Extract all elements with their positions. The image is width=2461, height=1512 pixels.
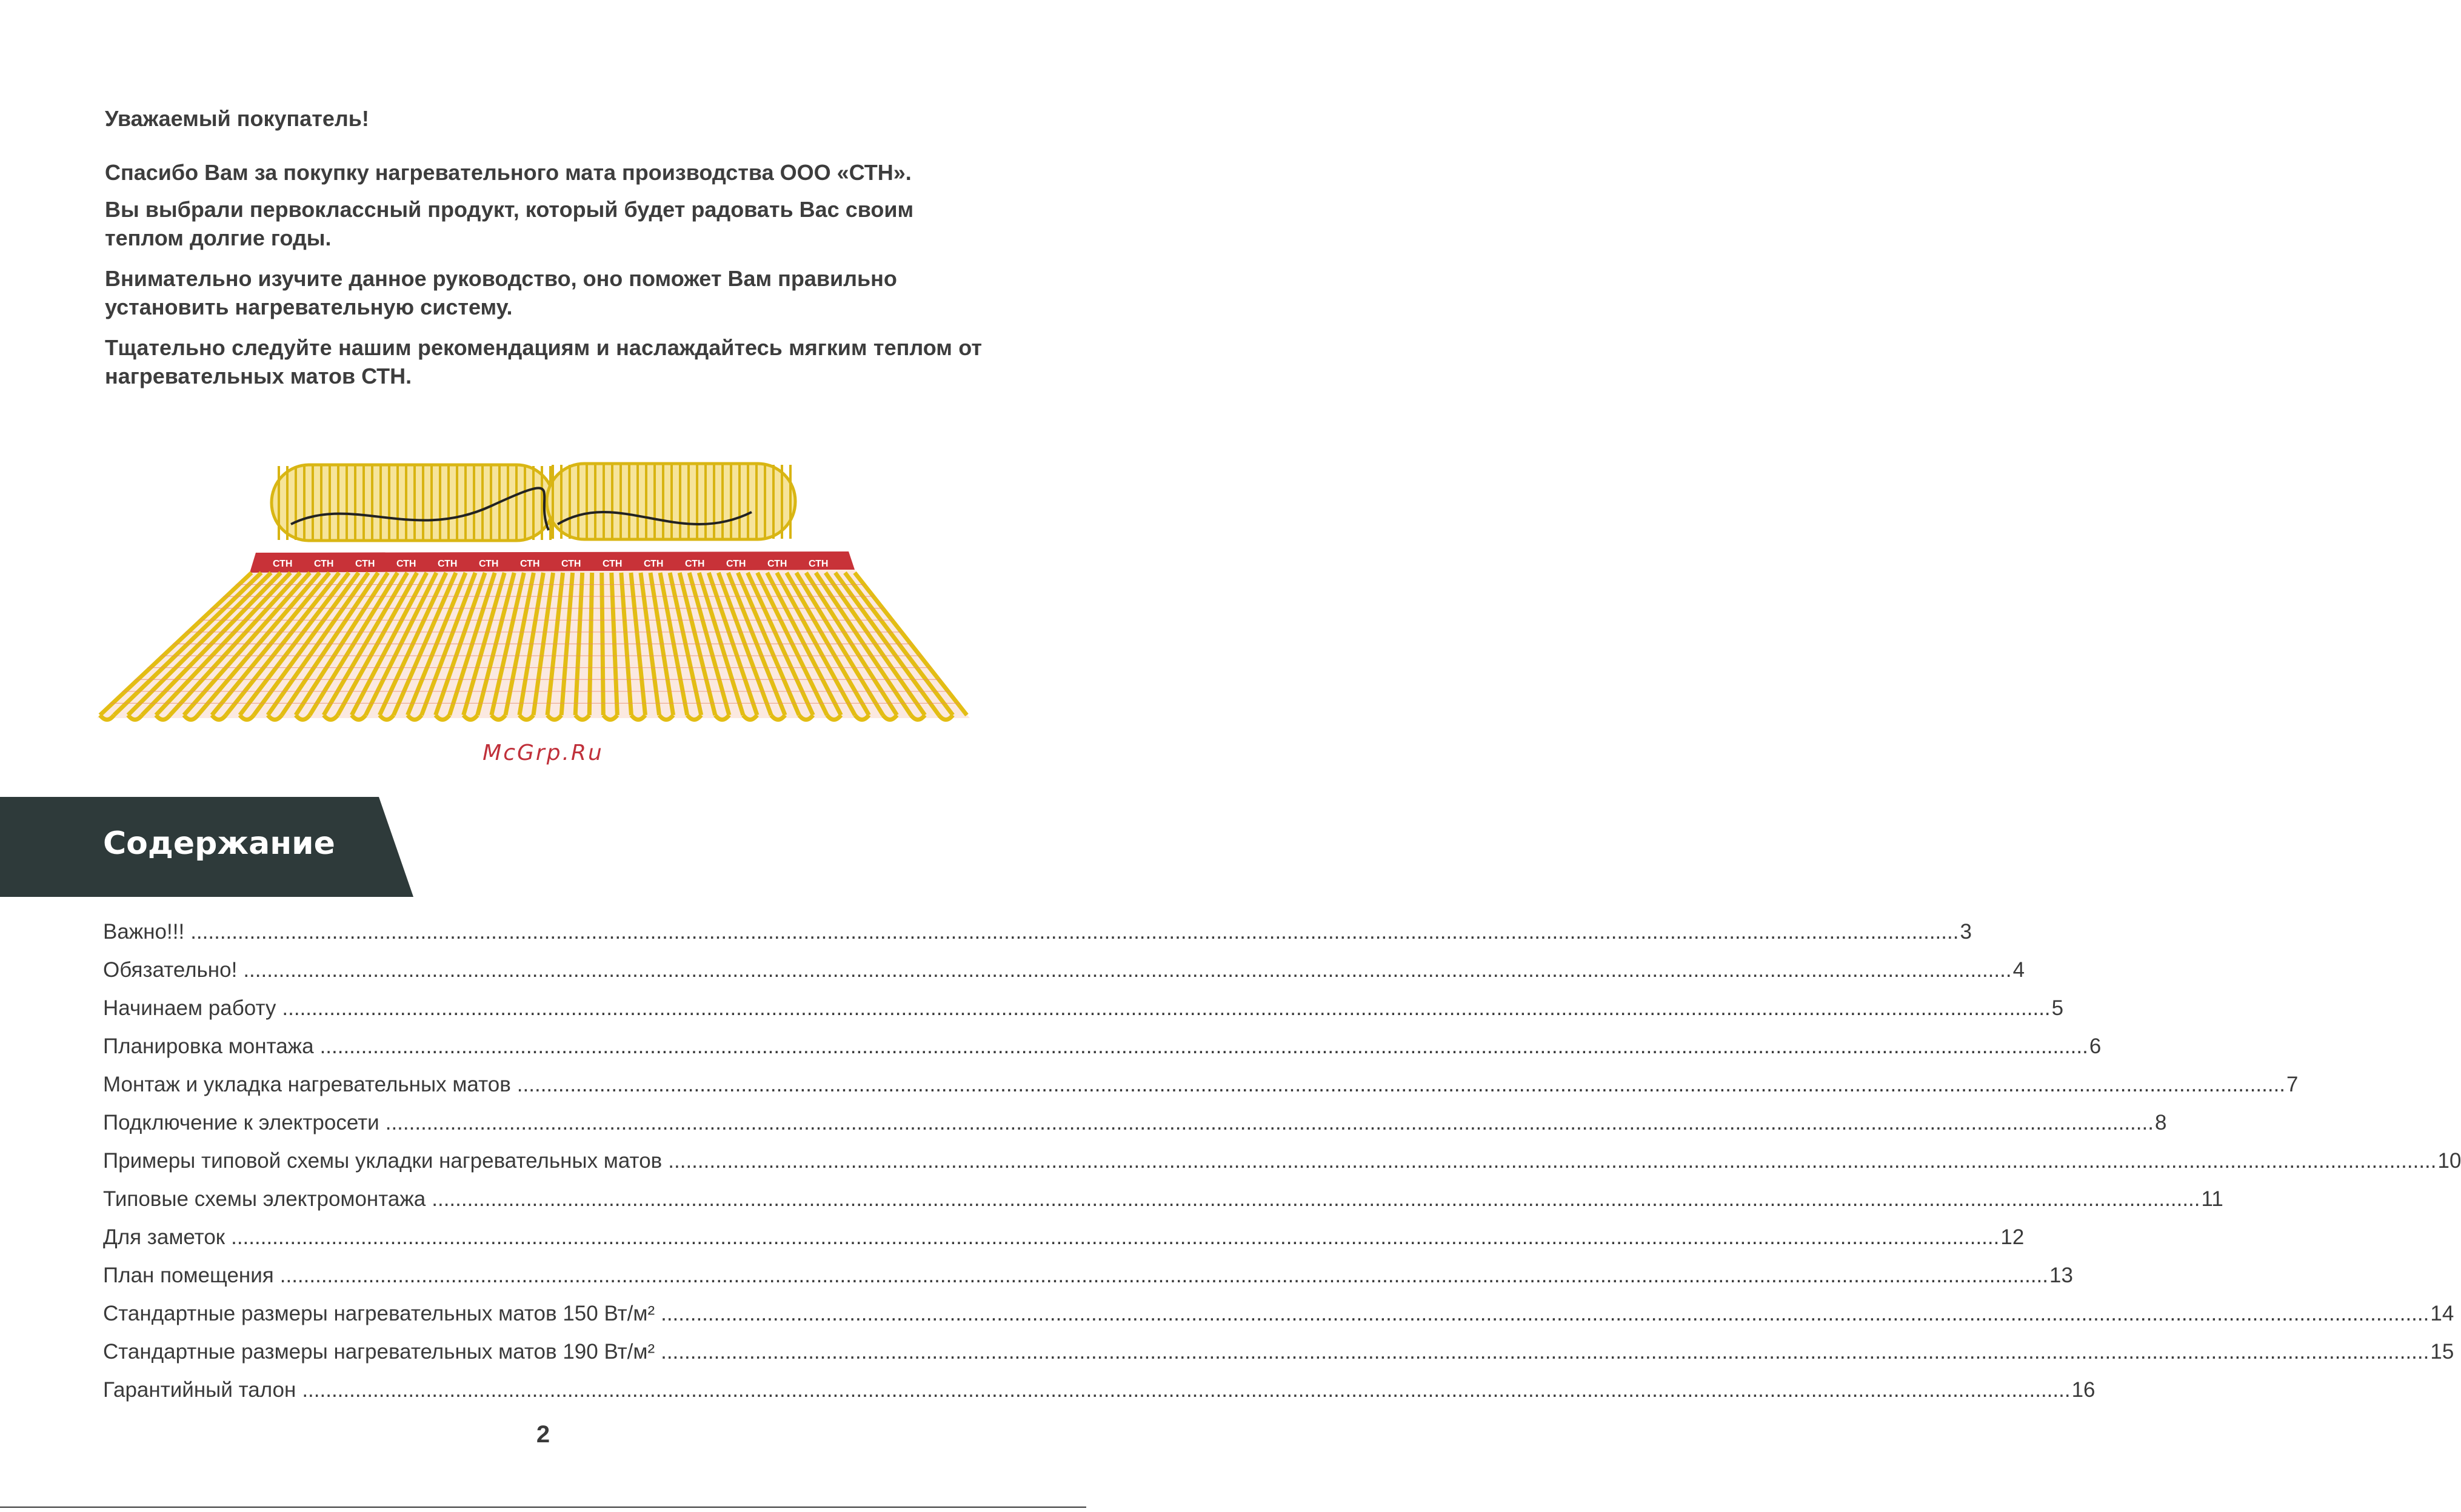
contents-title: Содержание bbox=[103, 825, 335, 862]
watermark: McGrp.Ru bbox=[483, 741, 604, 765]
toc-entry-page: 10 bbox=[2437, 1149, 2461, 1173]
toc-entry-page: 7 bbox=[2286, 1073, 2299, 1096]
toc-leader-dots: ............................................................................................................................................................................................................................................................................................................ bbox=[319, 1034, 2088, 1058]
toc-entry-title: Типовые схемы электромонтажа bbox=[103, 1187, 426, 1211]
intro-paragraph-4: Тщательно следуйте нашим рекомендациям и наслаждайтесь мягким теплом от нагревательных матов СТН. bbox=[105, 335, 982, 388]
toc-entry bbox=[103, 1378, 2095, 1416]
brand-label-text: СТН bbox=[767, 559, 787, 569]
brand-label-text: СТН bbox=[809, 559, 829, 569]
toc-entry bbox=[103, 1340, 2454, 1378]
brand-label-text: СТН bbox=[273, 559, 293, 569]
toc-entry-title: Гарантийный талон bbox=[103, 1378, 296, 1402]
toc-entry bbox=[103, 996, 2064, 1034]
toc-entry-title: План помещения bbox=[103, 1264, 274, 1287]
toc-leader-dots: ............................................................................................................................................................................................................................................................................................................ bbox=[190, 920, 1959, 944]
toc-entry bbox=[103, 1111, 2167, 1149]
toc-entry-page: 5 bbox=[2051, 996, 2064, 1020]
brand-label-text: СТН bbox=[396, 559, 416, 569]
toc-entry-title: Стандартные размеры нагревательных матов 150 Вт/м² bbox=[103, 1302, 655, 1325]
mat-roll-left bbox=[272, 465, 554, 541]
brand-label-text: СТН bbox=[479, 559, 499, 569]
toc-leader-dots: ............................................................................................................................................................................................................................................................................................................ bbox=[661, 1340, 2429, 1364]
toc-entry-page: 12 bbox=[2000, 1225, 2025, 1249]
toc-entry bbox=[103, 1149, 2461, 1187]
toc-entry-title: Монтаж и укладка нагревательных матов bbox=[103, 1073, 511, 1096]
brand-label-text: СТН bbox=[726, 559, 746, 569]
mat-roll-right bbox=[547, 464, 795, 539]
brand-label-text: СТН bbox=[355, 559, 375, 569]
brand-label-text: СТН bbox=[644, 559, 664, 569]
heating-mat-image bbox=[97, 458, 982, 736]
toc-entry-title: Для заметок bbox=[103, 1225, 225, 1249]
intro-paragraph-2: Вы выбрали первоклассный продукт, который будет радовать Вас своим теплом долгие годы. bbox=[105, 197, 914, 250]
toc-leader-dots: ............................................................................................................................................................................................................................................................................................................ bbox=[516, 1073, 2286, 1096]
brand-label-text: СТН bbox=[685, 559, 705, 569]
toc-entry-title: Важно!!! bbox=[103, 920, 185, 944]
toc-entry-page: 13 bbox=[2049, 1264, 2073, 1287]
toc-leader-dots: ............................................................................................................................................................................................................................................................................................................ bbox=[385, 1111, 2154, 1134]
intro-paragraph-3: Внимательно изучите данное руководство, оно поможет Вам правильно установить нагревательную систему. bbox=[105, 266, 897, 319]
toc-entry bbox=[103, 1073, 2299, 1111]
toc-leader-dots: ............................................................................................................................................................................................................................................................................................................ bbox=[282, 996, 2051, 1020]
brand-label-text: СТН bbox=[603, 559, 623, 569]
brand-label-text: СТН bbox=[520, 559, 540, 569]
brand-label-band bbox=[250, 551, 855, 573]
toc-entry-page: 11 bbox=[2201, 1187, 2223, 1211]
toc-entry-title: Подключение к электросети bbox=[103, 1111, 379, 1134]
toc-leader-dots: ............................................................................................................................................................................................................................................................................................................ bbox=[279, 1264, 2048, 1287]
toc-entry-title: Стандартные размеры нагревательных матов 190 Вт/м² bbox=[103, 1340, 655, 1364]
toc-entry-page: 16 bbox=[2071, 1378, 2095, 1402]
intro-paragraph-1: Спасибо Вам за покупку нагревательного мата производства ООО «СТН». bbox=[105, 160, 912, 185]
page-number: 2 bbox=[536, 1421, 550, 1448]
toc-entry-page: 15 bbox=[2430, 1340, 2454, 1364]
brand-label-text: СТН bbox=[314, 559, 334, 569]
toc-entry-page: 8 bbox=[2154, 1111, 2167, 1134]
bottom-rule bbox=[0, 1507, 1086, 1508]
toc-leader-dots: ............................................................................................................................................................................................................................................................................................................ bbox=[661, 1302, 2429, 1325]
toc-leader-dots: ............................................................................................................................................................................................................................................................................................................ bbox=[231, 1225, 2000, 1249]
toc-entry bbox=[103, 920, 1972, 958]
toc-entry bbox=[103, 1225, 2025, 1264]
toc-entry bbox=[103, 958, 2025, 996]
toc-entry-page: 3 bbox=[1960, 920, 1972, 944]
toc-entry bbox=[103, 1302, 2454, 1340]
toc-entry bbox=[103, 1264, 2073, 1302]
toc-entry-title: Начинаем работу bbox=[103, 996, 276, 1020]
toc-entry-page: 14 bbox=[2430, 1302, 2454, 1325]
toc-entry-page: 6 bbox=[2089, 1034, 2102, 1058]
brand-label-text: СТН bbox=[561, 559, 581, 569]
toc-entry bbox=[103, 1034, 2102, 1073]
table-of-contents bbox=[103, 920, 2461, 1416]
greeting: Уважаемый покупатель! bbox=[105, 106, 369, 131]
toc-entry-title: Планировка монтажа bbox=[103, 1034, 314, 1058]
toc-entry-title: Примеры типовой схемы укладки нагревательных матов bbox=[103, 1149, 663, 1173]
toc-leader-dots: ............................................................................................................................................................................................................................................................................................................ bbox=[432, 1187, 2200, 1211]
toc-leader-dots: ............................................................................................................................................................................................................................................................................................................ bbox=[243, 958, 2012, 982]
toc-entry-title: Обязательно! bbox=[103, 958, 238, 982]
intro-text bbox=[105, 104, 982, 390]
toc-leader-dots: ............................................................................................................................................................................................................................................................................................................ bbox=[668, 1149, 2437, 1173]
brand-label-text: СТН bbox=[438, 559, 458, 569]
toc-entry-page: 4 bbox=[2012, 958, 2025, 982]
toc-entry bbox=[103, 1187, 2223, 1225]
toc-leader-dots: ............................................................................................................................................................................................................................................................................................................ bbox=[302, 1378, 2071, 1402]
